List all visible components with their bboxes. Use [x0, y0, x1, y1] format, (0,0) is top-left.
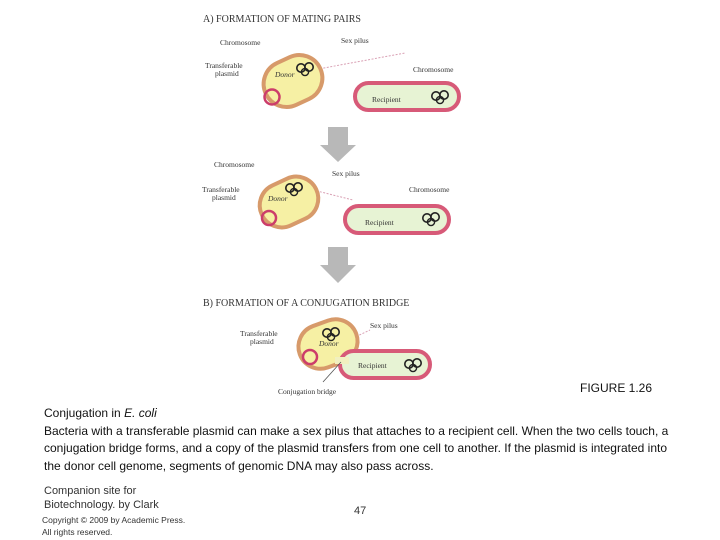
panel-b-pair: [240, 313, 430, 396]
conjugation-figure: [195, 0, 505, 400]
label-transferable: Transferable: [205, 61, 243, 70]
companion-site-note: [44, 484, 159, 512]
caption-body: Bacteria with a transferable plasmid can make a sex pilus that attaches to a recipient cell. When the two cells touch, a conjugation bridge forms, and a copy of the plasmid transfers from one cell to another. If the plasmid is integrated into the donor cell genome, segments of genomic DNA may also pass across.: [44, 423, 669, 473]
copyright-note: [42, 514, 185, 538]
panel-b-title: B) FORMATION OF A CONJUGATION BRIDGE: [203, 298, 410, 309]
sex-pilus-line: [313, 53, 405, 70]
conjugation-diagram: [195, 0, 505, 400]
label-transferable: Transferable: [240, 329, 278, 338]
label-recipient: Recipient: [358, 361, 387, 370]
label-sex-pilus: Sex pilus: [341, 36, 369, 45]
panel-a-title: A) FORMATION OF MATING PAIRS: [203, 14, 361, 25]
page-number: 47: [354, 505, 367, 517]
figure-caption: [44, 405, 684, 475]
donor-cell: [253, 169, 326, 234]
label-donor: Donor: [275, 70, 295, 79]
label-sex-pilus: Sex pilus: [370, 321, 398, 330]
label-chromosome: Chromosome: [214, 160, 255, 169]
label-conjugation-bridge: Conjugation bridge: [278, 387, 337, 396]
label-donor: Donor: [319, 339, 339, 348]
panel-a-pair-1: [205, 36, 459, 115]
conjugation-bridge: [335, 357, 349, 364]
label-plasmid: plasmid: [250, 337, 274, 346]
down-arrow-icon: [320, 247, 356, 283]
label-recipient: Recipient: [365, 218, 394, 227]
recipient-cell: [355, 83, 459, 110]
label-chromosome: Chromosome: [220, 38, 261, 47]
copyright-line-1: Copyright © 2009 by Academic Press.: [42, 515, 186, 525]
label-donor: Donor: [268, 194, 288, 203]
label-transferable: Transferable: [202, 185, 240, 194]
figure-number: FIGURE 1.26: [580, 381, 653, 395]
donor-cell: [256, 47, 330, 114]
label-chromosome-right: Chromosome: [409, 185, 450, 194]
label-plasmid: plasmid: [212, 193, 236, 202]
label-chromosome-right: Chromosome: [413, 65, 454, 74]
label-recipient: Recipient: [372, 95, 401, 104]
companion-line-1: Companion site for: [44, 485, 137, 497]
caption-title-prefix: Conjugation in: [44, 406, 125, 420]
caption-title: [44, 405, 684, 423]
label-plasmid: plasmid: [215, 69, 239, 78]
companion-line-2: Biotechnology. by Clark: [44, 499, 159, 511]
copyright-line-2: All rights reserved.: [42, 527, 113, 537]
panel-a-pair-2: [202, 160, 450, 235]
caption-title-species: E. coli: [124, 406, 157, 420]
down-arrow-icon: [320, 127, 356, 162]
label-sex-pilus: Sex pilus: [332, 169, 360, 178]
